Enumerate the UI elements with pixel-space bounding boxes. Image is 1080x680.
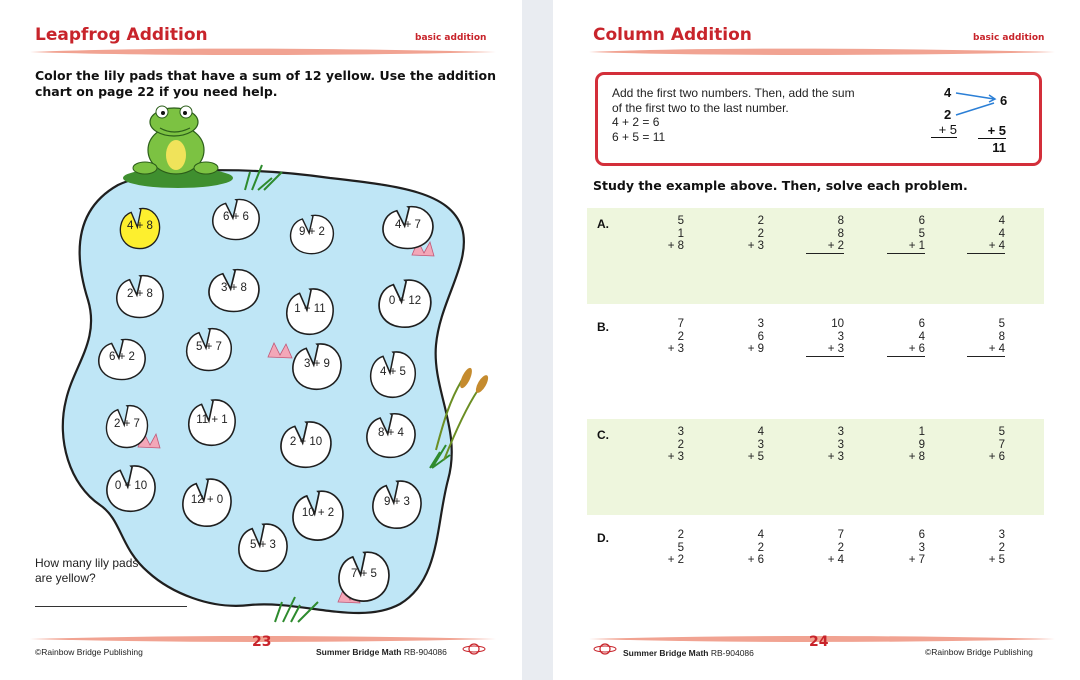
row-label: D. — [597, 531, 609, 545]
row-label: C. — [597, 428, 609, 442]
example-line-1: Add the first two numbers. Then, add the sum — [612, 86, 855, 100]
addend-with-plus: + 8 — [667, 240, 684, 252]
lily-pad[interactable] — [368, 348, 418, 400]
addend: 5 — [677, 541, 684, 554]
lily-pad[interactable] — [184, 325, 234, 373]
lily-pad-label: 0 + 10 — [114, 480, 148, 492]
lily-pad[interactable] — [96, 336, 148, 382]
addition-problem[interactable] — [646, 215, 684, 253]
lily-pad-label: 5 + 7 — [196, 341, 222, 353]
addend: 1 — [918, 426, 925, 438]
lily-pad-label: 12 + 0 — [190, 494, 224, 506]
addend-with-plus: + 3 — [667, 451, 684, 463]
example-figure — [928, 83, 1038, 163]
addition-problem[interactable] — [806, 426, 844, 464]
planet-icon — [462, 640, 486, 658]
addend: 7 — [998, 438, 1005, 451]
addend: 2 — [998, 541, 1005, 554]
example-arrows-icon — [928, 83, 1038, 163]
addition-problem[interactable] — [806, 215, 844, 254]
page-number: 24 — [809, 634, 829, 650]
problem-row — [587, 419, 1044, 515]
addend-with-plus: + 4 — [827, 554, 844, 566]
lily-pad-label: 9 + 2 — [299, 226, 325, 238]
lily-pad[interactable] — [114, 272, 166, 320]
planet-icon — [593, 640, 617, 658]
question-line-2: are yellow? — [35, 571, 96, 585]
lily-pad[interactable] — [278, 418, 334, 470]
addend: 3 — [998, 529, 1005, 541]
addend: 6 — [757, 330, 764, 343]
lily-pad[interactable] — [284, 285, 336, 337]
problem-row — [587, 208, 1044, 304]
example-line-2: of the first two to the last number. — [612, 100, 789, 115]
header-underline — [587, 46, 1057, 58]
addition-problem[interactable] — [646, 318, 684, 356]
addend-with-plus: + 8 — [908, 451, 925, 463]
addend: 3 — [837, 330, 844, 343]
example-box — [595, 72, 1042, 166]
addend-with-plus: + 3 — [747, 240, 764, 252]
lily-pad[interactable] — [186, 396, 238, 448]
frog-icon — [123, 106, 233, 188]
addend: 2 — [757, 215, 764, 227]
instructions-line-1: Color the lily pads that have a sum of 12 yellow. Use the addition — [35, 68, 497, 83]
addend-with-plus: + 3 — [667, 343, 684, 355]
footer-series — [316, 647, 447, 657]
example-b: 2 — [944, 107, 952, 122]
footer-publisher: ©Rainbow Bridge Publishing — [925, 647, 1033, 657]
addition-problem[interactable] — [646, 426, 684, 464]
addend-with-plus: + 3 — [806, 343, 844, 357]
addend: 3 — [757, 438, 764, 451]
lily-pad-label: 4 + 8 — [127, 220, 153, 232]
addition-problem[interactable] — [967, 426, 1005, 464]
addend: 6 — [918, 318, 925, 330]
example-line-4: 6 + 5 = 11 — [612, 129, 666, 144]
addition-problem[interactable] — [646, 529, 684, 567]
lily-pad-label: 1 + 11 — [294, 303, 326, 315]
addend: 4 — [757, 426, 764, 438]
example-total: 11 — [992, 140, 1006, 155]
addition-problem[interactable] — [967, 215, 1005, 254]
addition-problem[interactable] — [887, 426, 925, 464]
lily-pad[interactable] — [210, 196, 262, 242]
lily-pad[interactable] — [288, 212, 336, 256]
footer-publisher: ©Rainbow Bridge Publishing — [35, 647, 143, 657]
lily-pad-label: 2 + 10 — [289, 436, 323, 448]
addend: 4 — [998, 227, 1005, 240]
lily-pad-label: 3 + 9 — [304, 358, 330, 370]
example-c: + 5 — [931, 122, 957, 138]
footer-series-title: Summer Bridge Math — [623, 648, 709, 658]
lily-pad[interactable] — [206, 266, 262, 314]
addend: 3 — [837, 426, 844, 438]
question — [35, 556, 138, 586]
lily-pad-label: 2 + 7 — [114, 418, 140, 430]
lily-pad[interactable] — [118, 205, 162, 251]
addend: 2 — [757, 541, 764, 554]
addend-with-plus: + 6 — [988, 451, 1005, 463]
addend: 9 — [918, 438, 925, 451]
example-a: 4 — [944, 85, 952, 100]
page-title: Column Addition — [593, 25, 752, 45]
addition-problem[interactable] — [726, 529, 764, 567]
addend-with-plus: + 4 — [967, 343, 1005, 357]
row-label: B. — [597, 320, 609, 334]
addend: 10 — [831, 318, 844, 330]
addend: 7 — [837, 529, 844, 541]
lily-pad-label: 9 + 3 — [384, 496, 410, 508]
lily-pad-label: 8 + 4 — [378, 427, 404, 439]
addend-with-plus: + 3 — [827, 451, 844, 463]
addition-problem[interactable] — [726, 426, 764, 464]
lily-pad-label: 0 + 12 — [388, 295, 422, 307]
lily-pad[interactable] — [104, 402, 150, 450]
addend: 3 — [677, 426, 684, 438]
study-instructions: Study the example above. Then, solve each problem. — [593, 178, 968, 193]
lily-pad-label: 11 + 1 — [196, 414, 228, 426]
addend: 2 — [837, 541, 844, 554]
lily-pad[interactable] — [370, 477, 424, 531]
row-label: A. — [597, 217, 609, 231]
right-page — [553, 0, 1080, 680]
topic-tag: basic addition — [415, 33, 487, 43]
addend-with-plus: + 2 — [806, 240, 844, 254]
addend: 5 — [918, 227, 925, 240]
page-title: Leapfrog Addition — [35, 25, 208, 45]
footer-series-title: Summer Bridge Math — [316, 647, 402, 657]
addend-with-plus: + 4 — [967, 240, 1005, 254]
example-text — [612, 86, 855, 144]
addend: 7 — [677, 318, 684, 330]
question-line-1: How many lily pads — [35, 556, 139, 570]
lily-pad-label: 5 + 3 — [250, 539, 276, 551]
addition-problem[interactable] — [887, 529, 925, 567]
addend: 2 — [677, 529, 684, 541]
addend: 3 — [757, 318, 764, 330]
lily-pad[interactable] — [236, 520, 290, 574]
addend: 6 — [918, 215, 925, 227]
example-line-3: 4 + 2 = 6 — [612, 115, 660, 129]
lily-pad-label: 2 + 8 — [127, 288, 153, 300]
lily-pad[interactable] — [180, 475, 234, 529]
addend: 2 — [757, 227, 764, 240]
lily-pad-label: 6 + 2 — [109, 351, 135, 363]
lily-pad[interactable] — [104, 462, 158, 514]
footer-code: RB-904086 — [403, 647, 447, 657]
lily-pad[interactable] — [290, 487, 346, 543]
addend: 6 — [918, 529, 925, 541]
addend: 3 — [837, 438, 844, 451]
addition-problem[interactable] — [967, 529, 1005, 567]
lily-pad[interactable] — [336, 548, 392, 604]
addend: 4 — [757, 529, 764, 541]
addend: 5 — [998, 426, 1005, 438]
lily-pad-label: 4 + 7 — [395, 219, 421, 231]
addition-problem[interactable] — [967, 318, 1005, 357]
addend: 4 — [998, 215, 1005, 227]
addend-with-plus: + 2 — [667, 554, 684, 566]
addition-problem[interactable] — [726, 215, 764, 253]
lily-pad-label: 3 + 8 — [221, 282, 247, 294]
addend: 1 — [677, 227, 684, 240]
addend: 8 — [837, 227, 844, 240]
lily-pad[interactable] — [364, 410, 418, 460]
instructions-line-2: chart on page 22 if you need help. — [35, 84, 278, 99]
footer-series — [623, 648, 754, 658]
lily-pad-label: 6 + 6 — [223, 211, 249, 223]
addend-with-plus: + 5 — [747, 451, 764, 463]
lily-pad[interactable] — [376, 276, 434, 330]
addition-problem[interactable] — [726, 318, 764, 356]
page-number: 23 — [252, 634, 272, 650]
addend-with-plus: + 6 — [887, 343, 925, 357]
problem-row — [587, 522, 1044, 618]
addend: 3 — [918, 541, 925, 554]
example-c2: + 5 — [978, 123, 1006, 139]
addition-problem[interactable] — [887, 215, 925, 254]
lily-pad[interactable] — [290, 340, 344, 392]
addend-with-plus: + 6 — [747, 554, 764, 566]
addition-problem[interactable] — [806, 529, 844, 567]
lily-pad[interactable] — [380, 203, 436, 251]
addend-with-plus: + 7 — [908, 554, 925, 566]
problem-row — [587, 311, 1044, 407]
addition-problem[interactable] — [806, 318, 844, 357]
addend: 5 — [998, 318, 1005, 330]
left-page — [0, 0, 522, 680]
footer-code: RB-904086 — [710, 648, 754, 658]
lily-pad-label: 10 + 2 — [301, 507, 335, 519]
addend-with-plus: + 9 — [747, 343, 764, 355]
addition-problem[interactable] — [887, 318, 925, 357]
answer-line[interactable] — [35, 606, 187, 607]
addend: 2 — [677, 438, 684, 451]
topic-tag: basic addition — [973, 33, 1045, 43]
addend: 8 — [998, 330, 1005, 343]
addend: 5 — [677, 215, 684, 227]
example-partial: 6 — [1000, 93, 1008, 108]
lily-pad-label: 7 + 5 — [351, 568, 377, 580]
lily-pad-label: 4 + 5 — [380, 366, 406, 378]
addend: 4 — [918, 330, 925, 343]
addend-with-plus: + 5 — [988, 554, 1005, 566]
addend-with-plus: + 1 — [887, 240, 925, 254]
addend: 8 — [837, 215, 844, 227]
addend: 2 — [677, 330, 684, 343]
